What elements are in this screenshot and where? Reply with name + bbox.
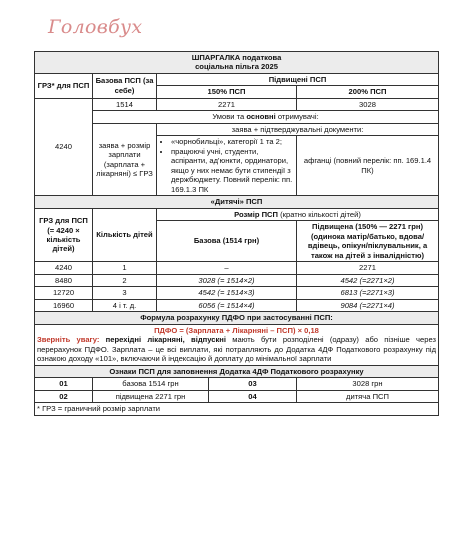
footnote: * ГРЗ = граничний розмір зарплати	[35, 403, 439, 415]
row-base: 3028 (= 1514×2)	[157, 274, 297, 286]
conditions-label: Умови та основні отримувачі:	[93, 111, 439, 123]
value-200: 3028	[297, 98, 439, 110]
codes-row-1	[35, 378, 439, 390]
row-grz: 8480	[35, 274, 93, 286]
code-01: 01	[35, 378, 93, 390]
code-01-label: базова 1514 грн	[93, 378, 209, 390]
children-col-base: Базова (1514 грн)	[157, 221, 297, 262]
row-count: 2	[93, 274, 157, 286]
row-count: 1	[93, 262, 157, 274]
children-col-size: Розмір ПСП (кратно кількості дітей)	[157, 208, 439, 220]
children-header-row	[35, 208, 439, 220]
table-row	[35, 274, 439, 286]
formula-title: Формула розрахунку ПДФО при застосуванні ПСП:	[35, 312, 439, 324]
row-raised: 4542 (=2271×2)	[297, 274, 439, 286]
formula-row	[35, 324, 439, 365]
code-04: 04	[209, 390, 297, 402]
col-raised-header: Підвищені ПСП	[157, 73, 439, 85]
afgan-cell: афганці (повний перелік: пп. 169.1.4 ПК)	[297, 136, 439, 196]
code-02: 02	[35, 390, 93, 402]
formula-text: ПДФО = (Зарплата + Лікарняні – ПСП) × 0,18	[154, 325, 319, 335]
row-count: 3	[93, 287, 157, 299]
codes-row-2	[35, 390, 439, 402]
formula-title-row	[35, 312, 439, 324]
children-title: «Дитячі» ПСП	[35, 196, 439, 208]
main-title: ШПАРГАЛКА податкова соціальна пільга 2025	[35, 52, 439, 74]
row-raised: 6813 (=2271×3)	[297, 287, 439, 299]
row-grz: 12720	[35, 287, 93, 299]
grz-value: 4240	[35, 98, 93, 195]
section1-values-row	[35, 98, 439, 110]
children-col-raised: Підвищена (150% — 2271 грн) (одинока матір/батько, вдова/вдівець, опікун/піклувальник, а також на дітей з інвалідністю)	[297, 221, 439, 262]
code-03-label: 3028 грн	[297, 378, 439, 390]
code-02-label: підвищена 2271 грн	[93, 390, 209, 402]
bullets-cell	[157, 136, 297, 196]
formula-cell: ПДФО = (Зарплата + Лікарняні – ПСП) × 0,18 Зверніть увагу: перехідні лікарняні, відпускні мають бути розподілені (одразу) або пізніше через перерахунок ПДФО. Зарплата – це всі виплати, які потрапляють до Додатка 4ДФ Податкового розрахунку під ознакою доходу «101», включаючи й індексацію й доплату до мінімальної зарплати	[35, 324, 439, 365]
row-base: 4542 (= 1514×3)	[157, 287, 297, 299]
code-03: 03	[209, 378, 297, 390]
base-value: 1514	[93, 98, 157, 110]
codes-title: Ознаки ПСП для заповнення Додатка 4ДФ Податкового розрахунку	[35, 365, 439, 377]
bullet-students: • працюючі учні, студенти, аспіранти, ад'юнкти, ординатори, якщо у них немає бути стипендії з держбюджету. Повний перелік: пп. 169.1.3 ПК	[171, 147, 294, 194]
codes-title-row	[35, 365, 439, 377]
bullet-chernobyl: • «чорнобильці», категорії 1 та 2;	[171, 137, 294, 146]
row-count: 4 і т. д.	[93, 299, 157, 311]
raised-condition: заява + підтверджувальні документи:	[157, 123, 439, 135]
row-raised: 9084 (=2271×4)	[297, 299, 439, 311]
raised-condition-row	[35, 123, 439, 135]
footnote-row	[35, 403, 439, 415]
children-col-grz: ГРЗ для ПСП (= 4240 × кількість дітей)	[35, 208, 93, 261]
code-04-label: дитяча ПСП	[297, 390, 439, 402]
row-base: 6056 (= 1514×4)	[157, 299, 297, 311]
row-grz: 4240	[35, 262, 93, 274]
table-row	[35, 262, 439, 274]
row-grz: 16960	[35, 299, 93, 311]
table-row	[35, 287, 439, 299]
value-150: 2271	[157, 98, 297, 110]
logo: Головбух	[48, 16, 143, 38]
title-row	[35, 52, 439, 74]
children-col-count: Кількість дітей	[93, 208, 157, 261]
col-base-header: Базова ПСП (за себе)	[93, 73, 157, 98]
base-condition: заява + розмір зарплати (зарплата + лікарняні) ≤ ГРЗ	[93, 123, 157, 195]
row-base: –	[157, 262, 297, 274]
col-200-header: 200% ПСП	[297, 86, 439, 98]
cheatsheet-table	[34, 51, 439, 416]
table-row	[35, 299, 439, 311]
col-150-header: 150% ПСП	[157, 86, 297, 98]
row-raised: 2271	[297, 262, 439, 274]
col-grz-header: ГРЗ* для ПСП	[35, 73, 93, 98]
section1-header-row	[35, 73, 439, 85]
children-title-row	[35, 196, 439, 208]
note-label: Зверніть увагу:	[37, 335, 100, 345]
conditions-row	[35, 111, 439, 123]
